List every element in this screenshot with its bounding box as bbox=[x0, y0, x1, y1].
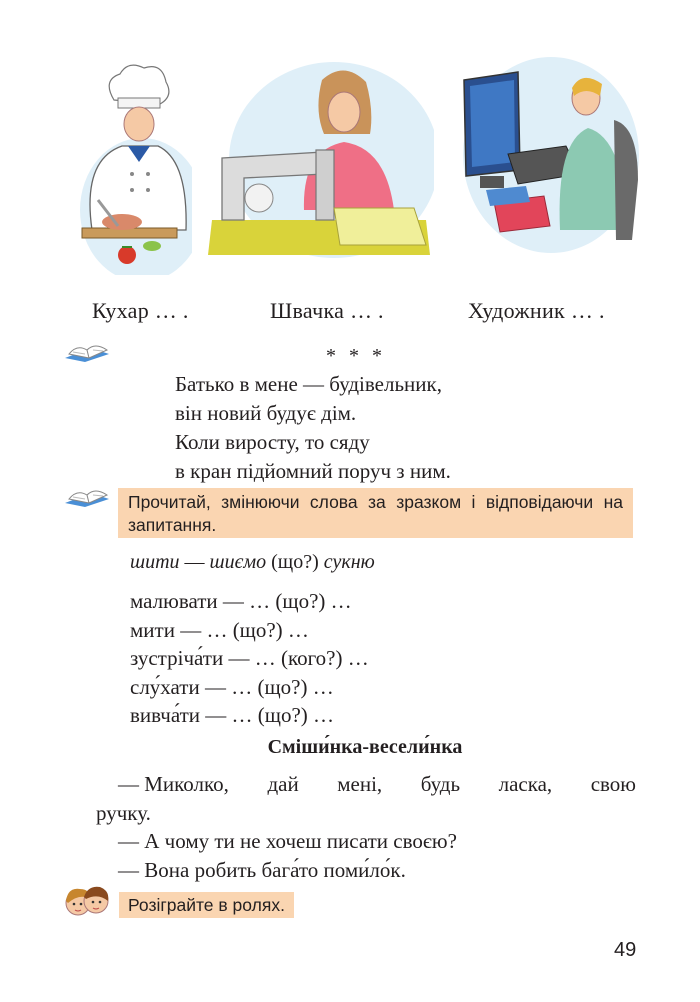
exercise-line: малювати — … (що?) … bbox=[130, 589, 352, 613]
exercise-line: мити — … (що?) … bbox=[130, 617, 309, 642]
poem-line: в кран підйомний поруч з ним. bbox=[175, 459, 451, 483]
joke-line-1-continuation: ручку. bbox=[96, 800, 151, 825]
joke-text bbox=[96, 770, 636, 884]
two-children-icon bbox=[62, 883, 112, 925]
seamstress-illustration bbox=[204, 50, 434, 260]
joke-line-2: — А чому ти не хочеш писати своєю? bbox=[118, 829, 457, 853]
exercise-line: вивча́ти — … (що?) … bbox=[130, 703, 335, 727]
joke-word: — Миколко, bbox=[118, 772, 229, 796]
caption-artist: Художник … . bbox=[468, 298, 605, 323]
example-question: (що?) bbox=[266, 551, 324, 573]
example-form: шиємо bbox=[209, 551, 267, 573]
caption-cook: Кухар … . bbox=[92, 298, 189, 323]
joke-line-3: — Вона робить бага́то поми́ло́к. bbox=[118, 857, 406, 882]
example-object: сукню bbox=[323, 551, 375, 573]
exercise-line: слу́хати — … (що?) … bbox=[130, 674, 334, 699]
exercise-line: зустріча́ти — … (кого?) … bbox=[130, 646, 369, 670]
joke-word: свою bbox=[590, 772, 636, 796]
open-book-icon bbox=[63, 340, 113, 370]
stars-divider: * * * bbox=[326, 345, 386, 367]
exercise-words bbox=[130, 587, 369, 730]
caption-seamstress: Швачка … . bbox=[270, 298, 384, 323]
joke-word: ласка, bbox=[498, 772, 553, 796]
joke-title: Сміши́нка-весели́нка bbox=[267, 736, 463, 758]
computer-worker-illustration bbox=[456, 50, 646, 260]
example-pattern bbox=[130, 551, 375, 574]
joke-line-1 bbox=[96, 770, 636, 799]
role-play-instruction: Розіграйте в ролях. bbox=[119, 892, 294, 918]
task-instruction: Прочитай, змінюючи слова за зразком і відповідаючи на запитання. bbox=[118, 488, 633, 538]
poem-line: він новий будує дім. bbox=[175, 401, 357, 425]
poem bbox=[175, 370, 451, 486]
joke-word: будь bbox=[420, 772, 461, 796]
example-verb: шити bbox=[130, 551, 180, 573]
cook-illustration bbox=[62, 50, 192, 275]
page-number: 49 bbox=[614, 939, 637, 961]
poem-line: Батько в мене — будівельник, bbox=[175, 372, 442, 396]
joke-word: дай bbox=[267, 772, 299, 796]
poem-line: Коли виросту, то сяду bbox=[175, 430, 370, 454]
open-book-icon bbox=[63, 485, 113, 515]
example-dash: — bbox=[179, 551, 210, 573]
joke-word: мені, bbox=[337, 772, 383, 796]
